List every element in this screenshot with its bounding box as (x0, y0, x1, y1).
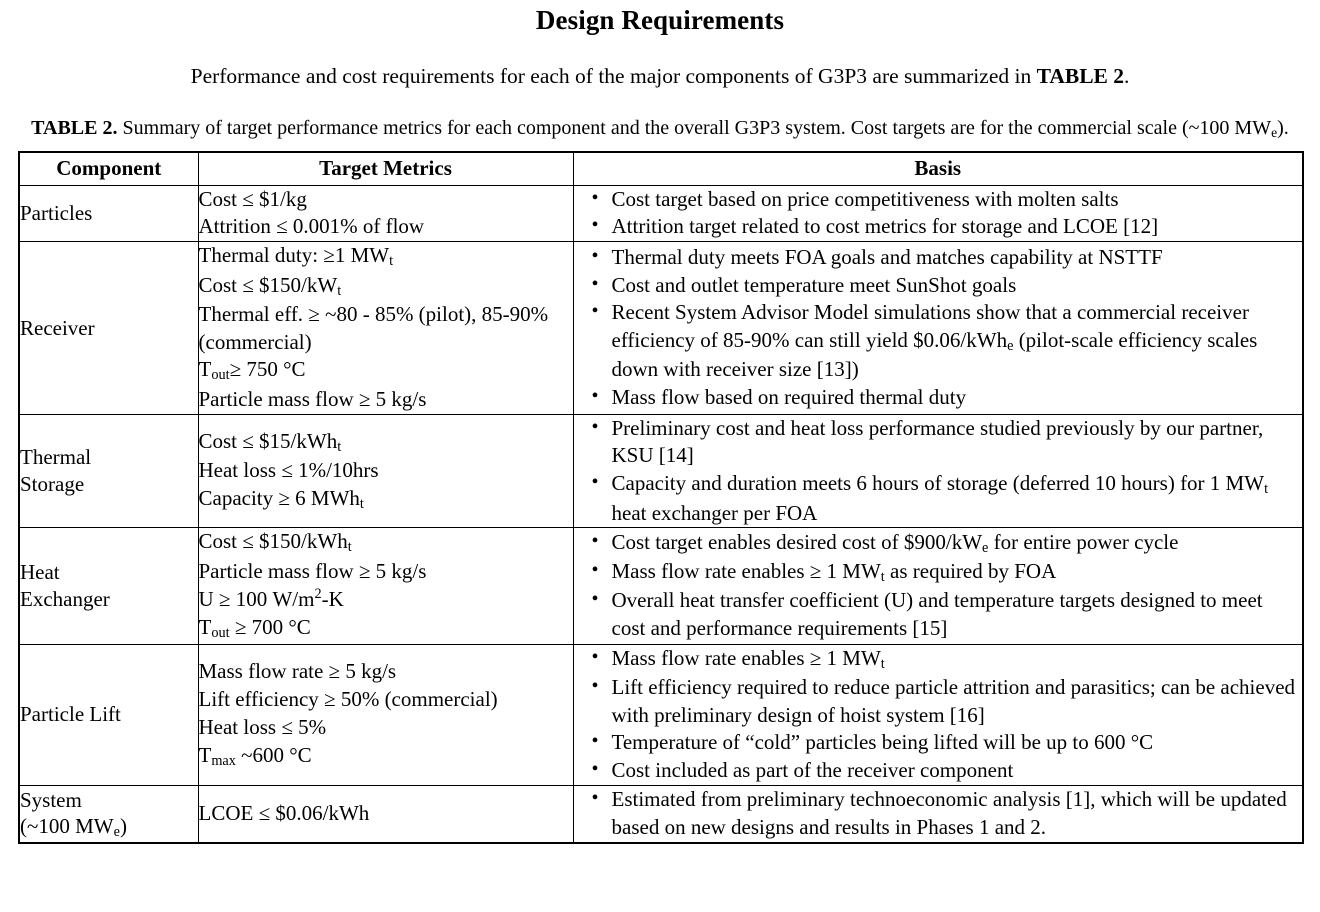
list-item: • Cost target enables desired cost of $\$900/kW_e$ for entire power cycle (612, 529, 1301, 558)
table-row (19, 414, 1303, 528)
metric-line: Cost ≤ $150/kWh$_t$ (198, 529, 352, 556)
metric-line: Particle mass flow ≥ 5 kg/s (198, 386, 427, 411)
table-header-row (19, 152, 1303, 185)
column-header-component: Component (19, 152, 198, 185)
design-requirements-table (18, 151, 1304, 844)
cell-basis (573, 414, 1303, 528)
table-caption (22, 115, 1298, 142)
table-body (19, 185, 1303, 843)
list-item: • Recent System Advisor Model simulations show that a commercial receiver efficiency of 85-90% can still yield $0.06/kWh$_e$ (pilot-scale efficiency scales down with receiver size [13]) (612, 299, 1301, 384)
cell-target-metrics (198, 528, 573, 644)
list-item: • Cost and outlet temperature meet SunShot goals (612, 272, 1301, 300)
column-header-target-metrics: Target Metrics (198, 152, 573, 185)
intro-prefix: Performance and cost requirements for each of the major components of G3P3 are summarized in (190, 63, 1037, 88)
list-item: • Mass flow rate enables ≥ 1 $MW_t$ as required by FOA (612, 558, 1301, 587)
list-item: • Overall heat transfer coefficient (U) and temperature targets designed to meet cost and performance requirements [15] (612, 587, 1301, 643)
list-item: • Mass flow based on required thermal duty (612, 384, 1301, 412)
metric-line: U ≥ 100 $W/m^2-K$ (198, 586, 344, 612)
metric-line: Capacity ≥ 6 MWh$_t$ (198, 485, 364, 513)
metric-line: Attrition ≤ 0.001% of flow (198, 214, 425, 239)
table-row (19, 242, 1303, 414)
table-row (19, 528, 1303, 644)
table-row (19, 644, 1303, 786)
document-page (0, 6, 1320, 912)
table-caption-text: Summary of target performance metrics for each component and the overall G3P3 system. Cost targets are for the commercial scale (~100 $MW_e$). (117, 117, 1289, 141)
metric-line: Heat loss ≤ 5% (198, 715, 327, 740)
cell-target-metrics (198, 644, 573, 786)
table-row (19, 185, 1303, 242)
metric-line: $T_{out} \ge 700$ °C (198, 615, 311, 642)
table-caption-label: TABLE 2. (31, 117, 118, 140)
list-item: • Thermal duty meets FOA goals and matches capability at NSTTF (612, 244, 1301, 272)
cell-target-metrics (198, 242, 573, 414)
intro-table-reference: TABLE 2 (1036, 63, 1125, 88)
list-item: • Attrition target related to cost metrics for storage and LCOE [12] (612, 213, 1301, 241)
cell-basis (573, 242, 1303, 414)
column-header-basis: Basis (573, 152, 1303, 185)
cell-basis (573, 786, 1303, 843)
list-item: • Estimated from preliminary technoeconomic analysis [1], which will be updated based on new designs and results in Phases 1 and 2. (612, 786, 1301, 842)
metric-line: Mass flow rate ≥ 5 kg/s (198, 659, 397, 684)
cell-basis (573, 528, 1303, 644)
intro-paragraph (34, 64, 1286, 90)
list-item: • Temperature of “cold” particles being lifted will be up to 600 °C (612, 729, 1301, 757)
metric-line: Cost ≤ $15/kWh$_t$ (198, 428, 342, 456)
cell-target-metrics (198, 414, 573, 528)
metric-line: Thermal duty: ≥1 $MW_t$ (198, 243, 394, 270)
metric-line: Particle mass flow ≥ 5 kg/s (198, 558, 427, 583)
cell-basis (573, 185, 1303, 242)
basis-list (574, 244, 1303, 413)
metric-line: Cost ≤ $1/kg (198, 186, 307, 211)
metric-line: LCOE ≤ $0.06/kWh (198, 801, 370, 826)
table-row (19, 786, 1303, 843)
cell-target-metrics (198, 185, 573, 242)
list-item: • Preliminary cost and heat loss performance studied previously by our partner, KSU [14] (612, 415, 1301, 471)
metric-line: Thermal eff. ≥ ~80 - 85% (pilot), 85-90% (commercial) (198, 301, 549, 354)
cell-component: System (~100 $MW_e$) (19, 786, 198, 843)
cell-component: Heat Exchanger (19, 528, 198, 644)
metric-line: $T_{max}$ ~600 °C (198, 743, 312, 770)
list-item: • Mass flow rate enables ≥ 1 $MW_t$ (612, 645, 1301, 674)
intro-suffix: . (1124, 63, 1130, 88)
basis-list (574, 186, 1303, 242)
list-item: • Capacity and duration meets 6 hours of storage (deferred 10 hours) for 1 $MW_t$ heat exchanger per FOA (612, 470, 1301, 527)
page-title: Design Requirements (535, 5, 785, 35)
table-header (19, 152, 1303, 185)
basis-list (574, 415, 1303, 528)
list-item: • Lift efficiency required to reduce particle attrition and parasitics; can be achieved with preliminary design of hoist system [16] (612, 674, 1301, 730)
cell-target-metrics (198, 786, 573, 843)
metric-line: $T_{out}\ge 750$ °C (198, 357, 306, 384)
list-item: • Cost target based on price competitiveness with molten salts (612, 186, 1301, 214)
metric-line: Heat loss ≤ 1%/10hrs (198, 458, 379, 483)
list-item: • Cost included as part of the receiver component (612, 757, 1301, 785)
metric-line: Cost ≤ $\$150/kW_t$ (198, 272, 342, 299)
basis-list (574, 645, 1303, 786)
cell-component: Particle Lift (19, 644, 198, 786)
cell-component: Particles (19, 185, 198, 242)
cell-basis (573, 644, 1303, 786)
metric-line: Lift efficiency ≥ 50% (commercial) (198, 687, 498, 712)
cell-component: Receiver (19, 242, 198, 414)
basis-list (574, 529, 1303, 643)
basis-list (574, 786, 1303, 842)
cell-component: Thermal Storage (19, 414, 198, 528)
